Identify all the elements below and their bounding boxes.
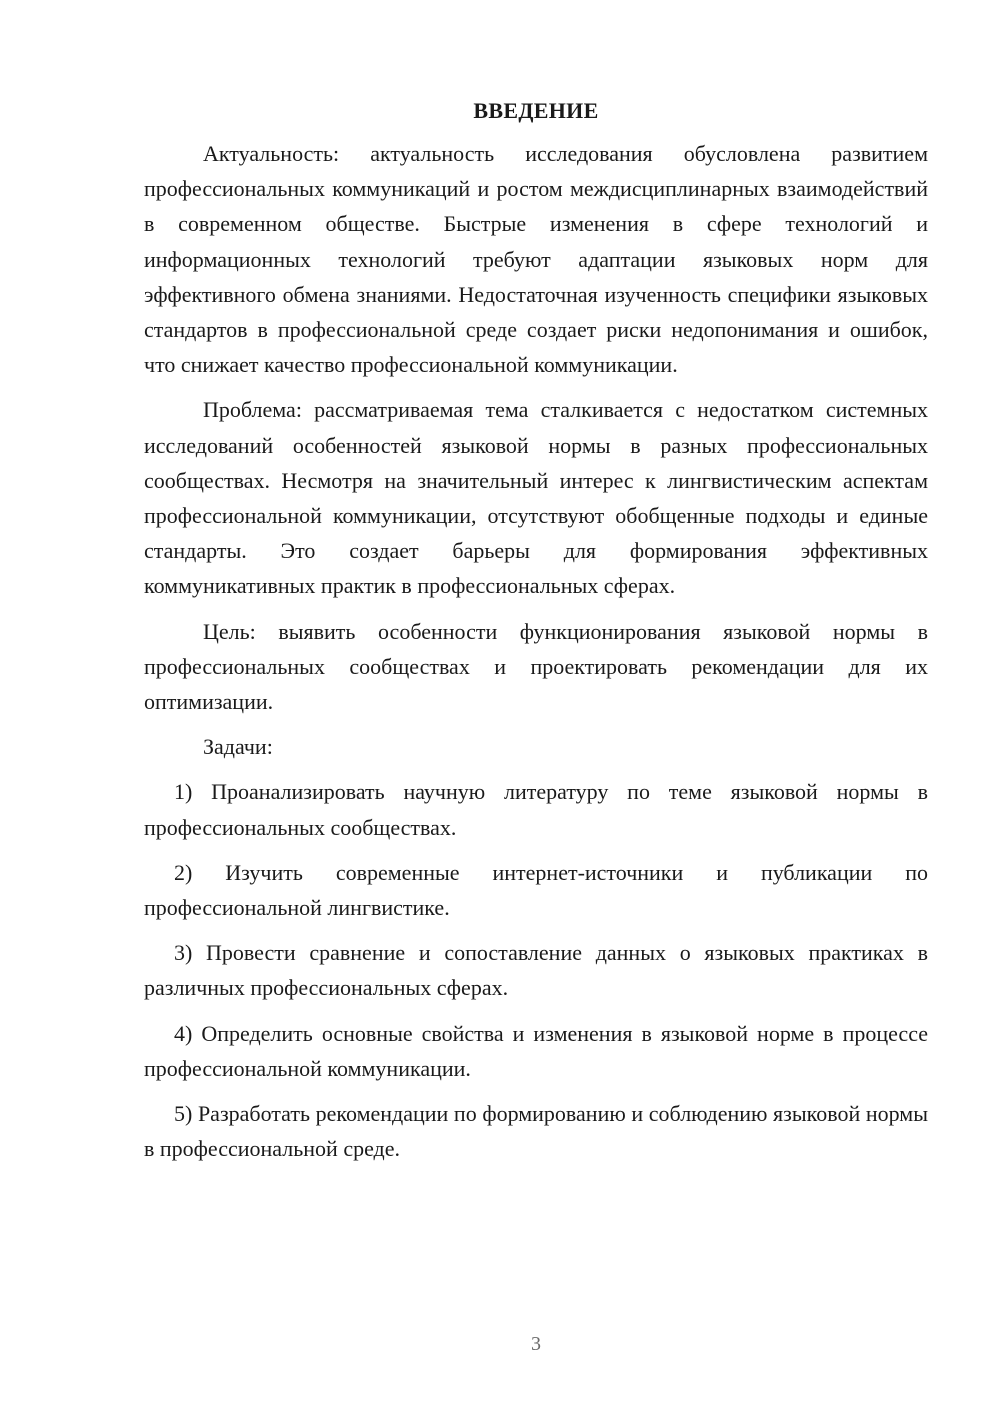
paragraph-problem: Проблема: рассматриваемая тема сталкивается с недостатком системных исследований особенностей языковой нормы в разных профессиональных сообществах. Несмотря на значительный интерес к лингвистическим аспектам профессиональной коммуникации, отсутствуют обобщенные подходы и единые стандарты. Это создает барьеры для формирования эффективных коммуникативных практик в профессиональных сферах.: [144, 397, 928, 599]
paragraph-tasks-heading: Задачи:: [203, 734, 273, 760]
page-content: [144, 96, 928, 1176]
task-item-5: 5) Разработать рекомендации по формированию и соблюдению языковой нормы в профессиональной среде.: [144, 1101, 928, 1162]
page-number: 3: [531, 1333, 541, 1355]
paragraph-goal: Цель: выявить особенности функционирования языковой нормы в профессиональных сообществах и проектировать рекомендации для их оптимизации.: [144, 618, 928, 715]
task-item-3: 3) Провести сравнение и сопоставление данных о языковых практиках в различных профессиональных сферах.: [144, 940, 928, 1001]
task-item-2: 2) Изучить современные интернет-источники и публикации по профессиональной лингвистике.: [144, 859, 928, 921]
task-item-4: 4) Определить основные свойства и изменения в языковой норме в процессе профессиональной коммуникации.: [144, 1020, 928, 1081]
section-title: ВВЕДЕНИЕ: [473, 98, 599, 123]
task-item-1: 1) Проанализировать научную литературу по теме языковой нормы в профессиональных сообществах.: [144, 779, 928, 840]
paragraph-relevance: Актуальность: актуальность исследования обусловлена развитием профессиональных коммуникаций и ростом междисциплинарных взаимодействий в современном обществе. Быстрые изменения в сфере технологий и информационных технологий требуют адаптации языковых норм для эффективного обмена знаниями. Недостаточная изученность специфики языковых стандартов в профессиональной среде создает риски недопонимания и ошибок, что снижает качество профессиональной коммуникации.: [144, 141, 928, 378]
